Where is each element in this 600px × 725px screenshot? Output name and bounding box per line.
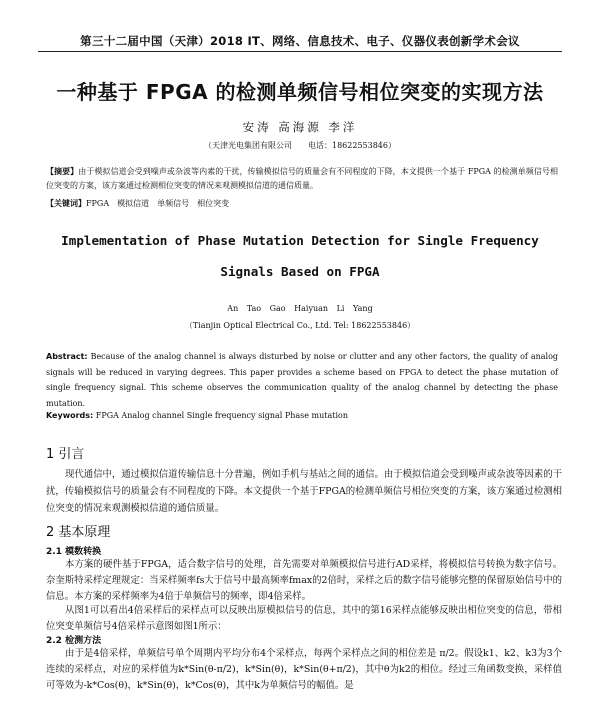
- keywords-cn-text: FPGA 模拟信道 单频信号 相位突变: [86, 199, 230, 208]
- affiliation-en: （Tianjin Optical Electrical Co., Ltd. Tel: 18622553846）: [184, 321, 416, 330]
- section-2-1-para2: 从图1可以看出4倍采样后的采样点可以反映出原模拟信号的信息，其中的第16采样点能够反映出相位突变的信息，带相位突变单频信号4倍采样示意图如图1所示：: [46, 605, 562, 632]
- abstract-en: [46, 349, 558, 411]
- abstract-cn: [46, 165, 558, 193]
- keywords-cn-label: 【关键词】: [46, 199, 86, 208]
- abstract-cn-label: 【摘要】: [46, 167, 79, 176]
- abstract-en-label: Abstract:: [46, 352, 88, 361]
- section-2-1-para1: 本方案的硬件基于FPGA，适合数字信号的处理，首先需要对单频模拟信号进行AD采样，将模拟信号转换为数字信号。奈奎斯特采样定理规定：当采样频率fs大于信号中最高频率fmax的2倍时，采样之后的数字信号能够完整的保留原始信号中的信息。本方案的采样频率为4倍于单频信号的频率，即4倍采样。: [46, 559, 562, 602]
- abstract-en-text: Because of the analog channel is always disturbed by noise or clutter and any other factors, the quality of analog signals will be reduced in varying degrees. This paper provides a scheme based on FPGA to detect the phase mutation of single frequency signal. This scheme observes the communication quality of the analog channel by detecting the phase mutation.: [46, 352, 559, 408]
- section-1-heading: 1 引言: [46, 447, 85, 462]
- paper-title-en-line1: Implementation of Phase Mutation Detection for Single Frequency: [61, 233, 539, 248]
- authors-en: An Tao Gao Haiyuan Li Yang: [227, 304, 373, 313]
- keywords-cn: [46, 197, 558, 211]
- section-2-heading: 2 基本原理: [46, 525, 111, 540]
- section-2-2-heading: 2.2 检测方法: [46, 636, 102, 646]
- section-2-1-heading: 2.1 模数转换: [46, 547, 102, 557]
- keywords-en-label: Keywords:: [46, 411, 94, 420]
- paper-title-cn: 一种基于 FPGA 的检测单频信号相位突变的实现方法: [56, 80, 544, 104]
- section-2-2-para1: 由于是4倍采样，单频信号单个周期内平均分布4个采样点，每两个采样点之间的相位差是 π/2。假设k1、k2、k3为3个连续的采样点，对应的采样值为k*Sin(θ-π/2)，k*Sin(θ)，k*Sin(θ+π/2)，其中θ为k2的相位。经过三角函数变换，采样值可等效为-k*Cos(θ)，k*Sin(θ)，k*Cos(θ)，其中k为单频信号的幅值。是: [46, 648, 562, 691]
- authors-cn: 安涛 高海源 李洋: [242, 120, 358, 134]
- header-divider: [38, 51, 562, 52]
- abstract-cn-text: 由于模拟信道会受到噪声或杂波等内素的干扰，传输模拟信号的质量会有不同程度的下降，本文提供一个基于 FPGA 的检测单频信号相位突变的方案，该方案通过检测相位突变的情况来观测模拟信道的通信质量。: [46, 167, 558, 190]
- section-1-text: 现代通信中，通过模拟信道传输信息十分普遍，例如手机与基站之间的通信。由于模拟信道会受到噪声或杂波等因素的干扰，传输模拟信号的质量会有不同程度的下降。本文提供一个基于FPGA的检测单频信号相位突变的方案，该方案通过检测相位突变的情况来观测模拟信道的通信质量。: [46, 469, 562, 514]
- keywords-en: [46, 409, 558, 423]
- affiliation-cn: （天津光电集团有限公司 电话：18622553846）: [204, 141, 396, 150]
- journal-header: 第三十二届中国（天津）2018 IT、网络、信息技术、电子、仪器仪表创新学术会议: [80, 34, 520, 48]
- keywords-en-text: FPGA Analog channel Single frequency signal Phase mutation: [95, 411, 349, 420]
- paper-title-en-line2: Signals Based on FPGA: [220, 264, 380, 279]
